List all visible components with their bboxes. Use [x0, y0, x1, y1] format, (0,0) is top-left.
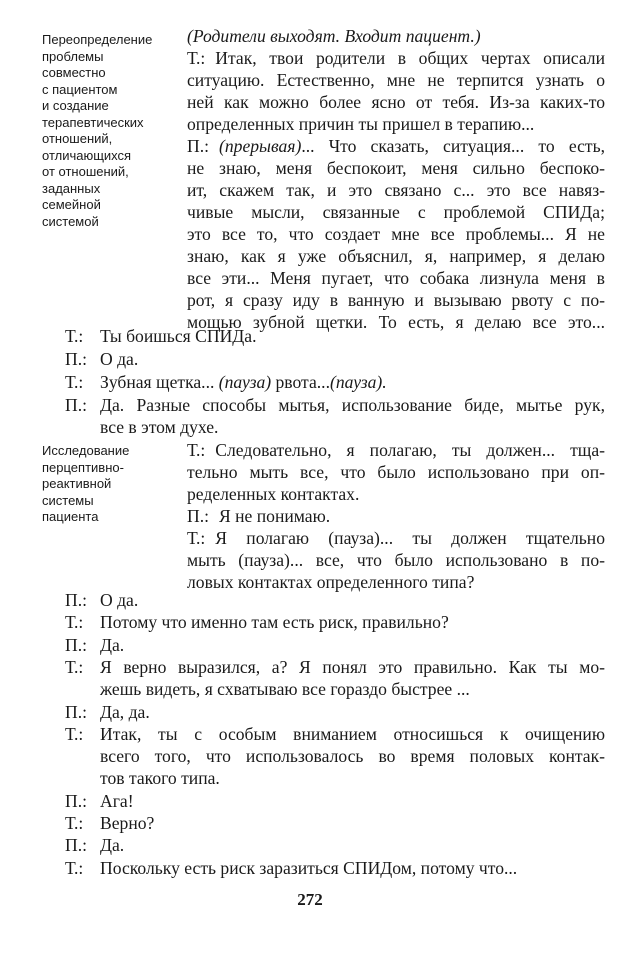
margin-note-line: Исследование: [42, 443, 130, 458]
dialogue-line: жешь видеть, я схватываю все гораздо быстрее ...: [100, 678, 470, 699]
dialogue-text: [100, 589, 138, 611]
margin-note-line: терапевтических: [42, 114, 144, 130]
line-text: Итак, твои родители в общих чертах описали: [215, 48, 605, 68]
margin-note-reframing: [42, 32, 152, 230]
dialogue-text: [100, 790, 134, 812]
dialogue-text: [100, 656, 605, 700]
dialogue-block-3: [187, 439, 605, 593]
stage-direction: (пауза): [218, 372, 272, 392]
margin-note-exploration: [42, 443, 129, 526]
margin-note-line: пациента: [42, 509, 99, 524]
dialogue-text: [100, 394, 605, 438]
dialogue-line: О да.: [100, 590, 139, 610]
dialogue-line: [187, 439, 605, 461]
dialogue-line: [100, 325, 256, 347]
margin-note-line: реактивной: [42, 476, 112, 491]
dialogue-block-1: [187, 25, 605, 333]
therapist-line: ней как можно более ясно от тебя. Из-за каких-то: [187, 92, 605, 112]
stage-direction: (пауза).: [329, 372, 387, 392]
dialogue-line: [187, 527, 605, 549]
dialogue-text: [100, 723, 605, 789]
dialogue-line: [187, 505, 605, 527]
patient-line: ит, скажем так, и это связано с... это все навяз-: [187, 180, 605, 200]
dialogue-text: [100, 325, 256, 347]
dialogue-line: Верно?: [100, 813, 155, 833]
therapist-line: мыть (пауза)... все, что было использовано в по-: [187, 550, 605, 570]
dialogue-line: всего того, что использовалось во время половых контак-: [100, 745, 605, 766]
dialogue-line: Ага!: [100, 790, 134, 811]
dialogue-line: Да.: [100, 634, 125, 655]
speaker-label: Т.:: [65, 612, 84, 633]
margin-note-line: заданных: [42, 180, 101, 196]
patient-line: чивые мысли, связанные с проблемой СПИДа;: [187, 202, 605, 222]
dialogue-line: [100, 371, 387, 393]
therapist-line: ределенных контактах.: [187, 484, 360, 504]
speaker-label: П.:: [65, 790, 87, 811]
margin-note-line: проблемы: [42, 48, 104, 64]
dialogue-text: [100, 348, 138, 370]
speaker-label: Т.:: [65, 723, 84, 744]
speaker-label: П.:: [65, 395, 87, 415]
margin-note-line: отличающихся: [42, 147, 132, 163]
dialogue-line: Я верно выразился, а? Я понял это правильно. Как ты мо-: [100, 656, 605, 677]
speaker-label: П.:: [65, 349, 87, 369]
line-text: ... Что сказать, ситуация... то есть,: [301, 136, 605, 156]
patient-line: [187, 135, 605, 157]
patient-line: мощью зубной щетки. То есть, я делаю все это...: [187, 312, 605, 332]
margin-note-line: от отношений,: [42, 164, 129, 179]
therapist-line: ловых контактах определенного типа?: [187, 572, 475, 592]
line-text: О да.: [100, 349, 139, 369]
speaker-label: Т.:: [65, 813, 84, 833]
speaker-label: П.:: [187, 506, 209, 526]
speaker-label: П.:: [65, 634, 87, 655]
dialogue-line: Да, да.: [100, 701, 150, 722]
dialogue-text: [100, 371, 387, 393]
speaker-label: Т.:: [187, 528, 206, 548]
line-text: Я полагаю (пауза)... ты должен тщательно: [215, 528, 605, 548]
dialogue-text: [100, 701, 150, 723]
speaker-label: Т.:: [65, 326, 84, 346]
speaker-label: П.:: [65, 835, 87, 856]
margin-note-line: системы: [42, 492, 94, 508]
therapist-line: ситуацию. Естественно, мне не терпится узнать о: [187, 70, 605, 90]
line-text: Я не понимаю.: [219, 506, 331, 526]
margin-note-line: перцептивно-: [42, 459, 124, 475]
margin-note-line: и создание: [42, 98, 109, 113]
stage-direction: (Родители выходят. Входит пациент.): [187, 26, 481, 46]
dialogue-text: [100, 857, 517, 879]
dialogue-line: все в этом духе.: [100, 417, 219, 437]
patient-line: это все то, что создает мне все проблемы... Я не: [187, 224, 605, 244]
speaker-label: П.:: [65, 701, 87, 722]
dialogue-line: Итак, ты с особым вниманием относишься к очищению: [100, 723, 605, 744]
line-text: Зубная щетка...: [100, 372, 219, 392]
speaker-label: Т.:: [187, 48, 206, 68]
dialogue-line: Потому что именно там есть риск, правильно?: [100, 612, 449, 633]
dialogue-text: [100, 834, 124, 856]
stage-direction: (прерывая): [219, 136, 302, 156]
margin-note-line: Переопределение: [42, 32, 153, 47]
speaker-label: Т.:: [187, 440, 206, 460]
dialogue-text: [100, 611, 449, 633]
line-text: Следовательно, я полагаю, ты должен... тща-: [215, 440, 605, 460]
dialogue-line: Поскольку есть риск заразиться СПИДом, потому что...: [100, 857, 518, 878]
therapist-line: [187, 47, 605, 69]
dialogue-line: тов такого типа.: [100, 767, 220, 788]
speaker-label: Т.:: [65, 656, 84, 677]
therapist-line: определенных причин ты пришел в терапию...: [187, 114, 535, 134]
margin-note-line: отношений,: [42, 131, 113, 146]
dialogue-text: [100, 812, 154, 834]
margin-note-line: семейной: [42, 197, 101, 212]
patient-line: знаю, как я уже объяснил, я, например, я делаю: [187, 246, 605, 266]
margin-note-line: с пациентом: [42, 81, 118, 97]
dialogue-line: [100, 348, 138, 370]
dialogue-line: Да.: [100, 835, 125, 856]
dialogue-line: Да. Разные способы мытья, использование биде, мытье рук,: [100, 395, 605, 415]
page-number: 272: [297, 890, 323, 909]
line-text: Ты боишься СПИДа.: [100, 326, 257, 346]
therapist-line: тельно мыть все, что было использовано при оп-: [187, 462, 605, 482]
line-text: рвота...: [271, 372, 330, 392]
speaker-label: Т.:: [65, 372, 84, 392]
speaker-label: П.:: [187, 136, 209, 156]
dialogue-text: [100, 634, 124, 656]
margin-note-line: совместно: [42, 65, 106, 80]
patient-line: все эти... Меня пугает, что собака лизнула меня в: [187, 268, 605, 288]
patient-line: рот, я сразу иду в ванную и вызываю рвоту с по-: [187, 290, 605, 310]
speaker-label: П.:: [65, 590, 87, 610]
patient-line: не знаю, меня беспокоит, меня сильно беспоко-: [187, 158, 605, 178]
margin-note-line: системой: [42, 213, 99, 229]
speaker-label: Т.:: [65, 857, 84, 878]
